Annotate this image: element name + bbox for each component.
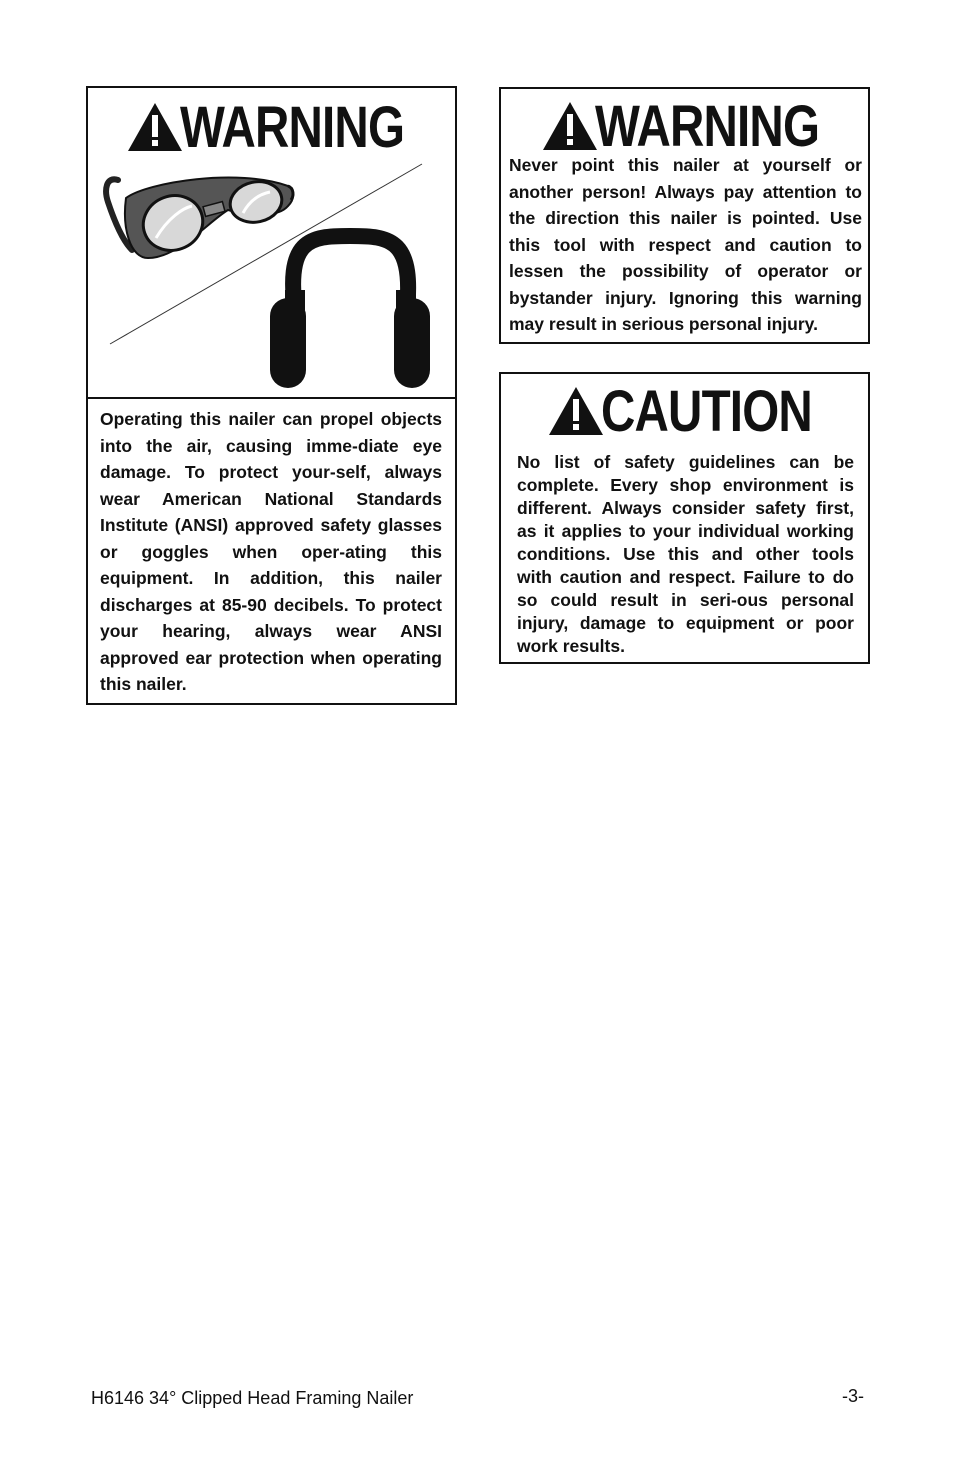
caution-header [547, 380, 858, 442]
warning-triangle-icon [541, 100, 599, 152]
right-warning-text: Never point this nailer at yourself or another person! Always pay attention to the direction this nailer is pointed. Use this tool with respect and caution to lessen the possibility of operator or bystander injury. Ignoring this warning may result in serious personal injury. [509, 155, 862, 334]
caution-box [499, 372, 870, 664]
left-warning-header [126, 94, 453, 160]
ppe-illustration [88, 158, 455, 394]
signal-word: WARNING [180, 94, 405, 160]
signal-word: CAUTION [601, 378, 812, 444]
warning-triangle-icon [126, 101, 184, 153]
ear-muffs-icon [270, 236, 430, 388]
page-number: -3- [842, 1386, 864, 1406]
caution-text: No list of safety guidelines can be complete. Every shop environment is different. Always consider safety first, as it applies to your individual working conditions. Use this and other tools with caution and respect. Failure to do so could result in seri-ous personal injury, damage to equipment or poor work results. [517, 452, 854, 656]
safety-glasses-icon [106, 177, 293, 259]
footer-title: H6146 34° Clipped Head Framing Nailer [91, 1388, 414, 1408]
signal-word: WARNING [595, 93, 820, 159]
left-warning-text: Operating this nailer can propel objects into the air, causing imme-diate eye damage. To protect your-self, always wear American National Standards Institute (ANSI) approved safety glasses or goggles when oper-ating this equipment. In addition, this nailer discharges at 85-90 decibels. To protect your hearing, always wear ANSI approved ear protection when operating this nailer. [100, 409, 442, 694]
right-warning-header [541, 95, 868, 157]
warning-triangle-icon [547, 385, 605, 437]
right-warning-box [499, 87, 870, 344]
left-warning-box [86, 86, 457, 705]
left-warning-divider [88, 397, 455, 399]
